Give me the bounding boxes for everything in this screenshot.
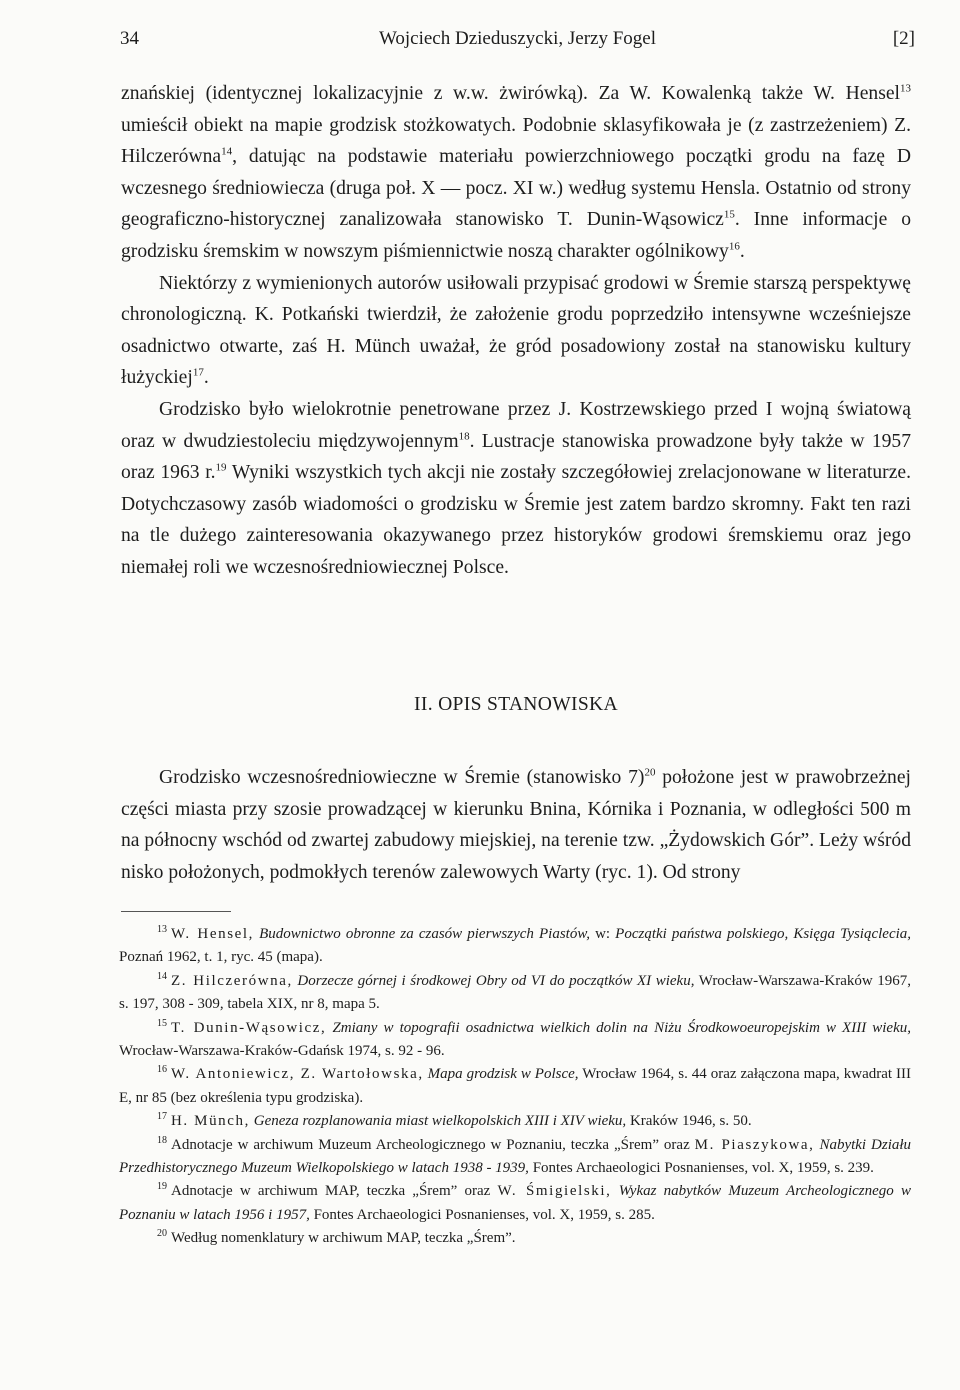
footnote: [119, 1110, 911, 1133]
text-run: Kraków 1946, s. 50.: [626, 1113, 752, 1130]
italic-title: Geneza rozplanowania miast wielkopolskich XIII i XIV wieku,: [253, 1113, 627, 1130]
text-run: .: [203, 367, 209, 389]
footnote-number: 18: [157, 1134, 167, 1146]
footnote-ref: 13: [900, 82, 911, 95]
body-text-part1: [121, 78, 911, 584]
footnote-number: 15: [157, 1017, 167, 1029]
footnote: [119, 970, 911, 1017]
footnote-number: 13: [157, 924, 167, 935]
text-run: znańskiej (identycznej lokalizacyjnie z w.w. żwirówką). Za W. Kowalenką także W. Hensel: [121, 83, 900, 104]
text-run: . Inne informacje o grodzisku śremskim w nowszym piśmiennictwie noszą charakter ogólnikowy: [121, 209, 911, 262]
footnote: [119, 1227, 911, 1250]
page-header: [120, 28, 915, 56]
italic-title: Mapa grodzisk w Polsce,: [427, 1066, 579, 1083]
section-heading: II. OPIS STANOWISKA: [414, 694, 618, 715]
footnote-ref: 16: [728, 240, 740, 253]
footnote: [119, 923, 911, 970]
page-number: 34: [120, 28, 139, 49]
footnote-ref: 20: [644, 766, 656, 779]
footnote: [119, 1180, 911, 1227]
author-name: W. Hensel,: [171, 926, 255, 942]
footnotes: [119, 923, 911, 1251]
body-text-part2: [121, 762, 911, 888]
author-name: H. Münch,: [171, 1113, 250, 1130]
paragraph: [121, 762, 911, 888]
text-run: umieścił obiekt na mapie grodzisk stożkowatych. Podobnie sklasyfikowała je (z zastrzeżeniem) Z. Hilczerówna: [121, 114, 911, 168]
author-name: W. Antoniewicz, Z. Wartołowska,: [171, 1066, 424, 1083]
italic-title: Wykaz nabytków Muzeum Archeologicznego w Poznaniu w latach 1956 i 1957,: [119, 1183, 911, 1223]
footnote-number: 14: [157, 970, 167, 982]
text-run: Wrocław-Warszawa-Kraków-Gdańsk 1974, s. 92 - 96.: [119, 1043, 445, 1060]
footnote-number: 19: [157, 1181, 167, 1193]
section-number: [2]: [892, 28, 915, 49]
footnote-rule: [121, 911, 231, 912]
footnote-ref: 14: [221, 145, 233, 158]
footnote: [119, 1063, 911, 1110]
text-run: w:: [589, 926, 616, 942]
italic-title: Zmiany w topografii osadnictwa wielkich dolin na Niżu Środkowoeuropejskim w XIII wieku,: [332, 1019, 912, 1036]
text-run: Wrocław 1964, s. 44 oraz załączona mapa, kwadrat III E, nr 85 (bez określenia typu grodziska).: [119, 1066, 912, 1106]
paragraph: [121, 78, 911, 268]
paragraph: [121, 268, 911, 394]
text-run: Wrocław-Warszawa-Kraków 1967, s. 197, 308 - 309, tabela XIX, nr 8, mapa 5.: [119, 972, 911, 1013]
author-name: M. Piaszykowa,: [694, 1136, 815, 1153]
author-name: Z. Hilczerówna,: [171, 972, 293, 989]
author-name: W. Śmigielski,: [497, 1183, 612, 1200]
footnote: [119, 1134, 911, 1181]
paragraph: [121, 394, 911, 584]
text-run: . Lustracje stanowiska prowadzone były także w 1957 oraz 1963 r.: [121, 430, 912, 484]
author-name: T. Dunin-Wąsowicz,: [171, 1019, 327, 1036]
text-run: Fontes Archaeologici Posnanienses, vol. X, 1959, s. 285.: [309, 1206, 655, 1223]
text-run: Fontes Archaeologici Posnanienses, vol. X, 1959, s. 239.: [528, 1160, 874, 1177]
italic-title: Nabytki Działu Przedhistorycznego Muzeum Wielkopolskiego w latach 1938 - 1939,: [119, 1136, 912, 1177]
running-head-authors: Wojciech Dzieduszycki, Jerzy Fogel: [378, 28, 657, 49]
text-run: położone jest w prawobrzeżnej części miasta przy szosie prowadzącej w kierunku Bnina, Kórnika i Poznania, w odległości 500 m na północny wschód od zwartej zabudowy miejskiej, na terenie tzw. „Żydowskich Gór”. Leży wśród nisko położonych, podmokłych terenów zalewowych Warty (ryc. 1). Od strony: [121, 767, 911, 883]
footnote-ref: 19: [215, 461, 227, 474]
italic-title: Budownictwo obronne za czasów pierwszych Piastów,: [259, 926, 590, 942]
text-run: , datując na podstawie materiału powierzchniowego początki grodu na fazę D wczesnego średniowiecza (druga poł. X — pocz. XI w.) według systemu Hensla. Ostatnio od strony geograficzno-historycznej zanalizowała stanowisko T. Dunin-Wąsowicz: [121, 146, 911, 231]
footnote-number: 17: [157, 1111, 167, 1123]
text-run: [612, 1183, 619, 1199]
footnote-ref: 17: [192, 366, 204, 379]
footnote: [119, 1017, 911, 1064]
text-run: Poznań 1962, t. 1, ryc. 45 (mapa).: [119, 949, 323, 966]
text-run: Adnotacje w archiwum MAP, teczka „Śrem” oraz: [171, 1183, 498, 1200]
footnote-number: 16: [157, 1064, 167, 1076]
italic-title: Początki państwa polskiego, Księga Tysiąclecia,: [615, 926, 912, 942]
text-run: .: [739, 240, 745, 262]
text-run: Grodzisko było wielokrotnie penetrowane przez J. Kostrzewskiego przed I wojną światową oraz w dwudziestoleciu międzywojennym: [121, 398, 911, 452]
footnote-ref: 15: [723, 208, 735, 221]
footnote-number: 20: [157, 1228, 167, 1240]
text-run: Wyniki wszystkich tych akcji nie zostały szczegółowiej zrelacjonowane w literaturze. Dotychczasowy zasób wiadomości o grodzisku w Śremie jest zatem bardzo skromny. Fakt ten razi na tle dużego zainteresowania okazywanego przez historyków grodowi śremskiemu oraz jego niemałej roli we wczesnośredniowiecznej Polsce.: [121, 462, 911, 578]
text-run: Według nomenklatury w archiwum MAP, teczka „Śrem”.: [171, 1230, 516, 1247]
text-run: Niektórzy z wymienionych autorów usiłowali przypisać grodowi w Śremie starszą perspektywę chronologiczną. K. Potkański twierdził, że założenie grodu poprzedziło intensywne wcześniejsze osadnictwo otwarte, zaś H. Münch uważał, że gród posadowiony został na stanowisku kultury łużyckiej: [121, 272, 911, 389]
text-run: Grodzisko wczesnośredniowieczne w Śremie (stanowisko 7): [159, 767, 645, 788]
text-run: Adnotacje w archiwum Muzeum Archeologicznego w Poznaniu, teczka „Śrem” oraz: [171, 1136, 695, 1153]
italic-title: Dorzecze górnej i środkowej Obry od VI do początków XI wieku,: [297, 972, 695, 989]
footnote-ref: 18: [458, 430, 470, 442]
